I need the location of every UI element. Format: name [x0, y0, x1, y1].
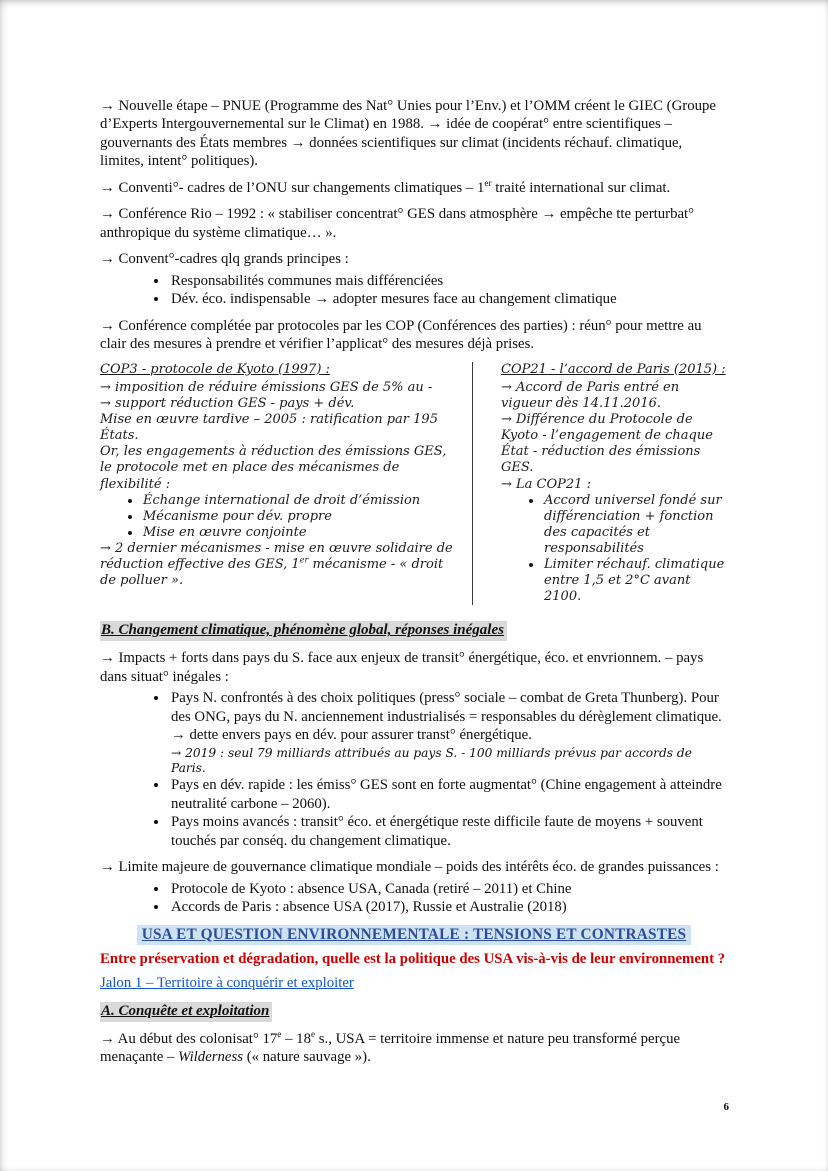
- problematique-question: Entre préservation et dégradation, quelle est la politique des USA vis-à-vis de leur environnement ?: [100, 951, 726, 967]
- notes-line: → Différence du Protocole de Kyoto - l’engagement de chaque État - réduction des émissions GES.: [501, 412, 713, 476]
- notes-line: Mise en œuvre tardive – 2005 : ratification par 195 États.: [100, 412, 438, 444]
- paragraph-impacts: → Impacts + forts dans pays du S. face aux enjeux de transit° énergétique, éco. et envrionnem. – pays dans situat° inégales :: [100, 650, 704, 685]
- handwritten-notes-box: [100, 362, 728, 606]
- notes-line: [100, 541, 456, 589]
- paragraph-limite-gouvernance: → Limite majeure de gouvernance climatique mondiale – poids des intérêts éco. de grandes puissances :: [100, 859, 719, 876]
- paragraph-convention-cadres-onu: [100, 179, 728, 197]
- notes-line: → imposition de réduire émissions GES de 5% au -: [100, 379, 433, 395]
- text-segment: (« nature sauvage »).: [243, 1049, 371, 1066]
- superscript: er: [484, 178, 492, 189]
- cop21-points-list: [501, 493, 728, 606]
- list-item: • Accords de Paris : absence USA (2017), Russie et Australie (2018): [169, 898, 728, 916]
- paragraph-wilderness: [100, 1030, 728, 1067]
- notes-column-cop3: [100, 362, 472, 606]
- gouvernance-list: [100, 880, 728, 917]
- notes-column-cop21: [473, 362, 728, 606]
- principes-list: [100, 272, 728, 309]
- text-segment: → 2 dernier mécanismes - mise en œuvre solidaire de réduction effective des GES, 1: [100, 541, 453, 573]
- list-item: • Protocole de Kyoto : absence USA, Canada (retiré – 2011) et Chine: [169, 880, 728, 898]
- list-item: • Accord universel fondé sur différenciation + fonction des capacités et responsabilités: [543, 493, 728, 557]
- impacts-list: [100, 689, 728, 850]
- paragraph-grands-principes: → Convent°-cadres qlq grands principes :: [100, 251, 349, 268]
- list-item: • Mécanisme pour dév. propre: [142, 509, 456, 525]
- superscript: e: [277, 1028, 282, 1039]
- text-segment: → Au début des colonisat° 17: [100, 1030, 278, 1047]
- text-segment: traité international sur climat.: [491, 179, 671, 196]
- handwritten-annotation: → 2019 : seul 79 milliards attribués au pays S. - 100 milliards prévus par accords de Paris.: [171, 745, 692, 775]
- superscript: e: [310, 1028, 316, 1039]
- paragraph-nouvelle-etape: → Nouvelle étape – PNUE (Programme des Nat° Unies pour l’Env.) et l’OMM créent le GIEC (Groupe d’Experts Intergouvernemental sur le Climat) en 1988. → idée de coopérat° entre scientifiques – gouvernants des États membres → données scientifiques sur climat (incidents réchauf. climatique, limites, intent° politiques).: [100, 98, 716, 170]
- usa-chapter-heading-text: USA ET QUESTION ENVIRONNEMENTALE : TENSIONS ET CONTRASTES: [137, 925, 692, 945]
- list-item: • Pays moins avancés : transit° éco. et énergétique reste difficile faute de moyens + souvent touchés par conséq. du changement climatique.: [169, 813, 728, 850]
- text-segment: s., USA = territoire immense et nature peu transformé perçue menaçante –: [100, 1030, 681, 1066]
- list-item: • Dév. éco. indispensable → adopter mesures face au changement climatique: [169, 290, 728, 308]
- paragraph-conference-rio: → Conférence Rio – 1992 : « stabiliser concentrat° GES dans atmosphère → empêche tte perturbat° anthropique du système climatique… ».: [100, 206, 695, 241]
- list-item: • Limiter réchauf. climatique entre 1,5 et 2°C avant 2100.: [543, 557, 728, 605]
- text-segment: Pays N. confrontés à des choix politiques (press° sociale – combat de Greta Thunberg). Pour des ONG, pays du N. anciennement industrialisés = responsables du dérèglement climatique. → dette envers pays en dév. pour assurer transt° énergétique.: [171, 690, 722, 744]
- list-item: • Échange international de droit d’émission: [142, 493, 456, 509]
- section-b-heading: B. Changement climatique, phénomène global, réponses inégales: [100, 621, 507, 641]
- paragraph-conference-cop: → Conférence complétée par protocoles par les COP (Conférences des parties) : réun° pour mettre au clair des mesures à prendre et vérifier l’applicat° des mesures déjà prises.: [100, 317, 702, 353]
- section-a-heading: A. Conquête et exploitation: [100, 1002, 272, 1022]
- list-item: • Responsabilités communes mais différenciées: [169, 272, 728, 290]
- text-segment: – 18: [281, 1030, 311, 1047]
- list-item: • Mise en œuvre conjointe: [142, 525, 456, 541]
- list-item: • Pays en dév. rapide : les émiss° GES sont en forte augmentat° (Chine engagement à atteindre neutralité carbone – 2060).: [169, 776, 728, 813]
- list-item: [169, 689, 728, 776]
- jalon-1-heading: Jalon 1 – Territoire à conquérir et exploiter: [100, 975, 354, 992]
- cop21-title: COP21 - l’accord de Paris (2015) :: [501, 361, 726, 377]
- usa-chapter-heading: [100, 925, 728, 944]
- text-segment: → Conventi°- cadres de l’ONU sur changements climatiques – 1: [100, 179, 485, 196]
- cop3-mechanisms-list: [100, 493, 456, 541]
- page-number: 6: [723, 1101, 729, 1114]
- cop3-title: COP3 - protocole de Kyoto (1997) :: [100, 361, 330, 377]
- notes-line: → support réduction GES - pays + dév.: [100, 396, 355, 412]
- text-segment: mécanisme - « droit de polluer ».: [100, 557, 444, 589]
- text-segment-italic: Wilderness: [178, 1049, 244, 1066]
- superscript: er: [299, 555, 309, 565]
- notes-line: Or, les engagements à réduction des émissions GES, le protocole met en place des mécanismes de flexibilité :: [100, 444, 447, 492]
- notes-line: → La COP21 :: [501, 476, 591, 492]
- notes-line: → Accord de Paris entré en vigueur dès 14.11.2016.: [501, 379, 680, 412]
